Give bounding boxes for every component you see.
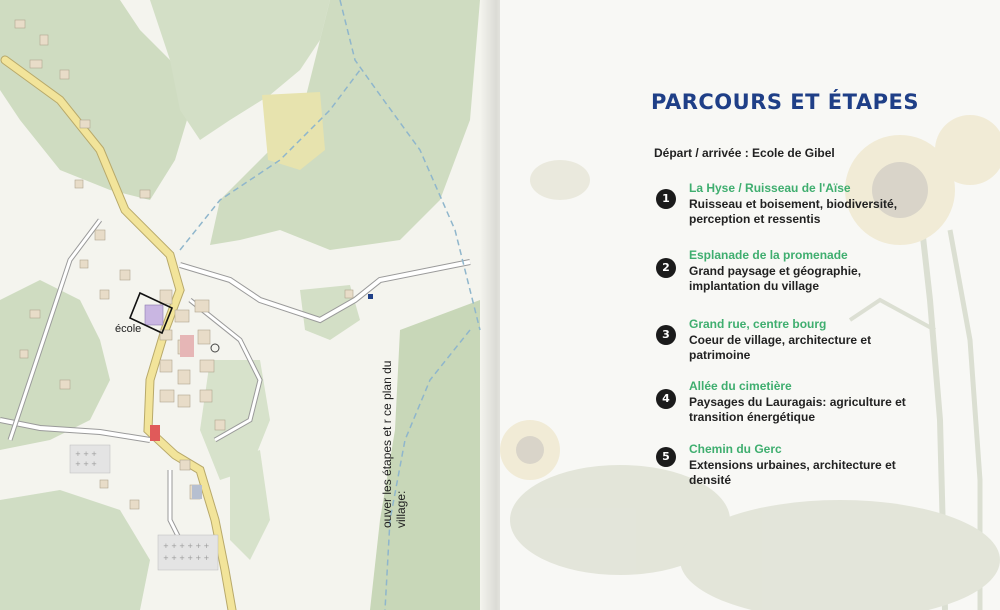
- step-description: Grand paysage et géographie, implantation du village: [689, 264, 862, 293]
- step-number-marker: 2: [656, 258, 676, 278]
- map-side-note: ouver les étapes et r ce plan du village:: [380, 360, 408, 528]
- step-number-marker: 3: [656, 325, 676, 345]
- start-point: Départ / arrivée : Ecole de Gibel: [654, 146, 835, 160]
- svg-text:+ + +: + + +: [75, 450, 98, 458]
- route-page: [500, 0, 1000, 610]
- step-title: Grand rue, centre bourg: [689, 317, 827, 331]
- step-number-marker: 5: [656, 447, 676, 467]
- step-number-marker: 4: [656, 389, 676, 409]
- step-description: Ruisseau et boisement, biodiversité, perception et ressentis: [689, 197, 898, 226]
- step-title: Esplanade de la promenade: [689, 248, 848, 262]
- step-title: La Hyse / Ruisseau de l'Aïse: [689, 181, 851, 195]
- step-title: Allée du cimetière: [689, 379, 792, 393]
- step-description: Paysages du Lauragais: agriculture et transition énergétique: [689, 395, 906, 424]
- step-title: Chemin du Gerc: [689, 442, 782, 456]
- svg-text:+ + + + + +: + + + + + +: [163, 542, 210, 550]
- step-description: Extensions urbaines, architecture et densité: [689, 458, 896, 487]
- svg-text:+ + +: + + +: [75, 460, 98, 468]
- school-label: école: [115, 323, 142, 335]
- step-number-marker: 1: [656, 189, 676, 209]
- svg-text:+ + + + + +: + + + + + +: [163, 554, 210, 562]
- step-description: Coeur de village, architecture et patrimoine: [689, 333, 872, 362]
- page-title: PARCOURS ET ÉTAPES: [651, 90, 919, 114]
